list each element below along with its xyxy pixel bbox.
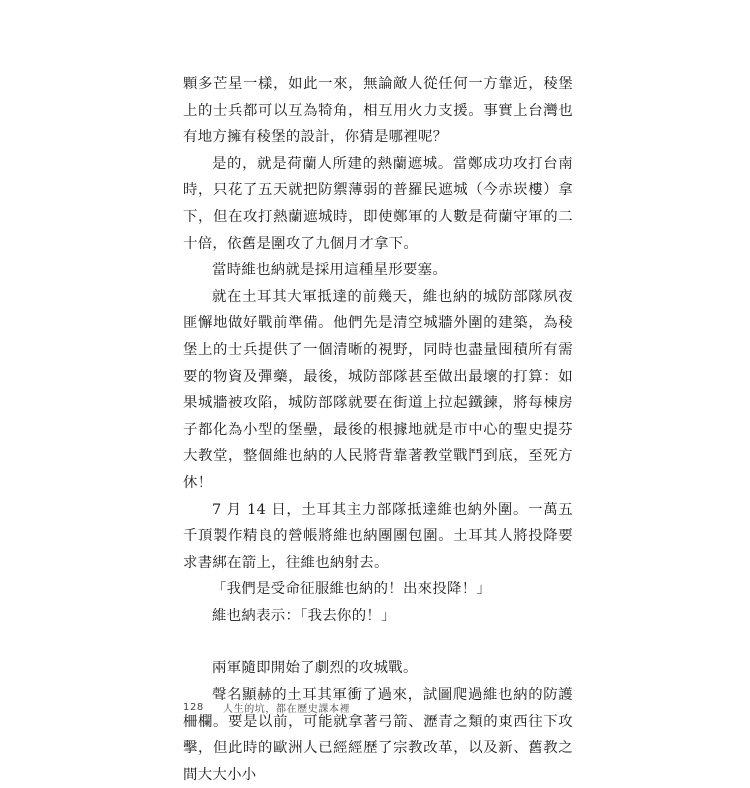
running-title: 人生的坑，都在歷史課本裡 bbox=[223, 704, 351, 715]
page-number: 128 bbox=[183, 702, 204, 713]
paragraph-3: 當時維也納就是採用這種星形要塞。 bbox=[212, 262, 448, 279]
paragraph-6: 兩軍隨即開始了劇烈的攻城戰。 bbox=[212, 660, 418, 677]
page-footer bbox=[183, 700, 350, 715]
paragraph-7: 聲名顯赫的土耳其軍衝了過來，試圖爬過維也納的防護柵欄。要是以前，可能就拿著弓箭、瀝青之類的東西往下攻擊，但此時的歐洲人已經經歷了宗教改革，以及新、舊教之間大大小小 bbox=[183, 687, 573, 783]
paragraph-4: 就在土耳其大軍抵達的前幾天，維也納的城防部隊夙夜匪懈地做好戰前準備。他們先是清空城牆外圍的建築，為稜堡上的士兵提供了一個清晰的視野，同時也盡量囤積所有需要的物資及彈藥，最後，城防部隊甚至做出最壞的打算：如果城牆被攻陷，城防部隊就要在街道上拉起鐵鍊，將每棟房子都化為小型的堡壘，最後的根據地就是市中心的聖史提芬大教堂，整個維也納的人民將背靠著教堂戰鬥到底，至死方休！ bbox=[183, 288, 573, 491]
paragraph-1: 顆多芒星一樣，如此一來，無論敵人從任何一方靠近，稜堡上的士兵都可以互為犄角，相互用火力支援。事實上台灣也有地方擁有稜堡的設計，你猜是哪裡呢？ bbox=[183, 76, 573, 146]
section-break bbox=[183, 629, 573, 655]
quote-line-2: 維也納表示：「我去你的！」 bbox=[212, 607, 396, 624]
paragraph-2: 是的，就是荷蘭人所建的熱蘭遮城。當鄭成功攻打台南時，只花了五天就把防禦薄弱的普羅民遮城（今赤崁樓）拿下，但在攻打熱蘭遮城時，即使鄭軍的人數是荷蘭守軍的二十倍，依舊是圍攻了九個月才拿下。 bbox=[183, 155, 573, 252]
page-body bbox=[183, 71, 573, 788]
quote-line-1: 「我們是受命征服維也納的！出來投降！」 bbox=[212, 581, 492, 598]
paragraph-5: 7 月 14 日，土耳其主力部隊抵達維也納外圍。一萬五千頂製作精良的營帳將維也納團團包圍。土耳其人將投降要求書綁在箭上，往維也納射去。 bbox=[183, 501, 573, 571]
